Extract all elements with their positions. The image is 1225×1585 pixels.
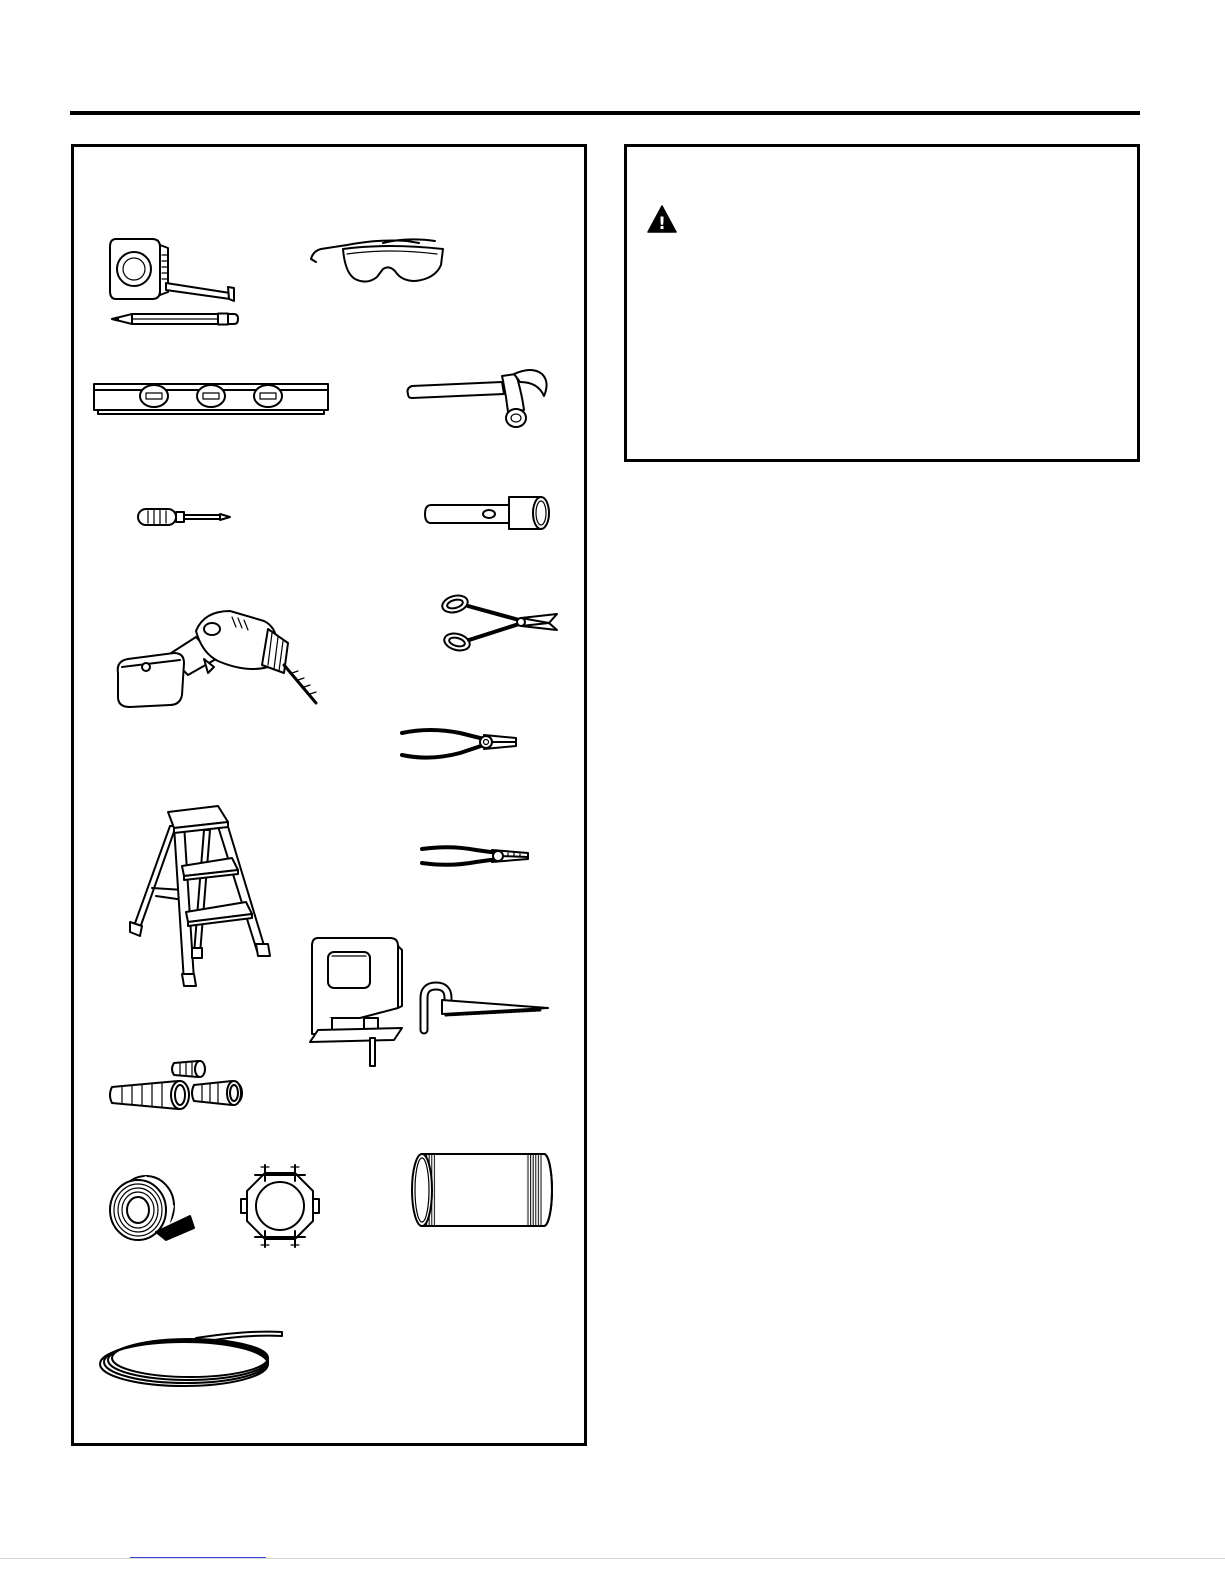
tape-measure-icon: [108, 235, 236, 305]
electrical-tape-icon: [104, 1170, 196, 1244]
wire-stripper-icon: [420, 841, 532, 871]
footer-rule: [0, 1558, 1225, 1559]
drill-icon: [112, 603, 324, 709]
pliers-icon: [400, 723, 520, 763]
safety-glasses-icon: [307, 235, 447, 287]
notice-panel: [624, 144, 1140, 462]
pencil-icon: [110, 312, 240, 326]
wire-coil-icon: [96, 1324, 286, 1390]
screwdriver-icon: [136, 505, 234, 529]
level-icon: [92, 376, 330, 416]
tools-panel: [71, 144, 587, 1446]
warning-symbol: !: [658, 214, 666, 234]
step-ladder-icon: [128, 804, 272, 988]
footer-link-underline[interactable]: [130, 1557, 266, 1558]
keyhole-saw-icon: [416, 982, 552, 1034]
duct-section-icon: [410, 1148, 556, 1230]
cable-clamp-icon: [241, 1163, 319, 1249]
hammer-icon: [404, 364, 550, 430]
tin-snips-icon: [439, 592, 561, 654]
socket-tool-icon: [423, 493, 551, 533]
warning-triangle-icon: [647, 205, 677, 234]
header-rule: [70, 111, 1140, 115]
jigsaw-icon: [298, 934, 404, 1068]
wire-nuts-icon: [108, 1057, 246, 1113]
